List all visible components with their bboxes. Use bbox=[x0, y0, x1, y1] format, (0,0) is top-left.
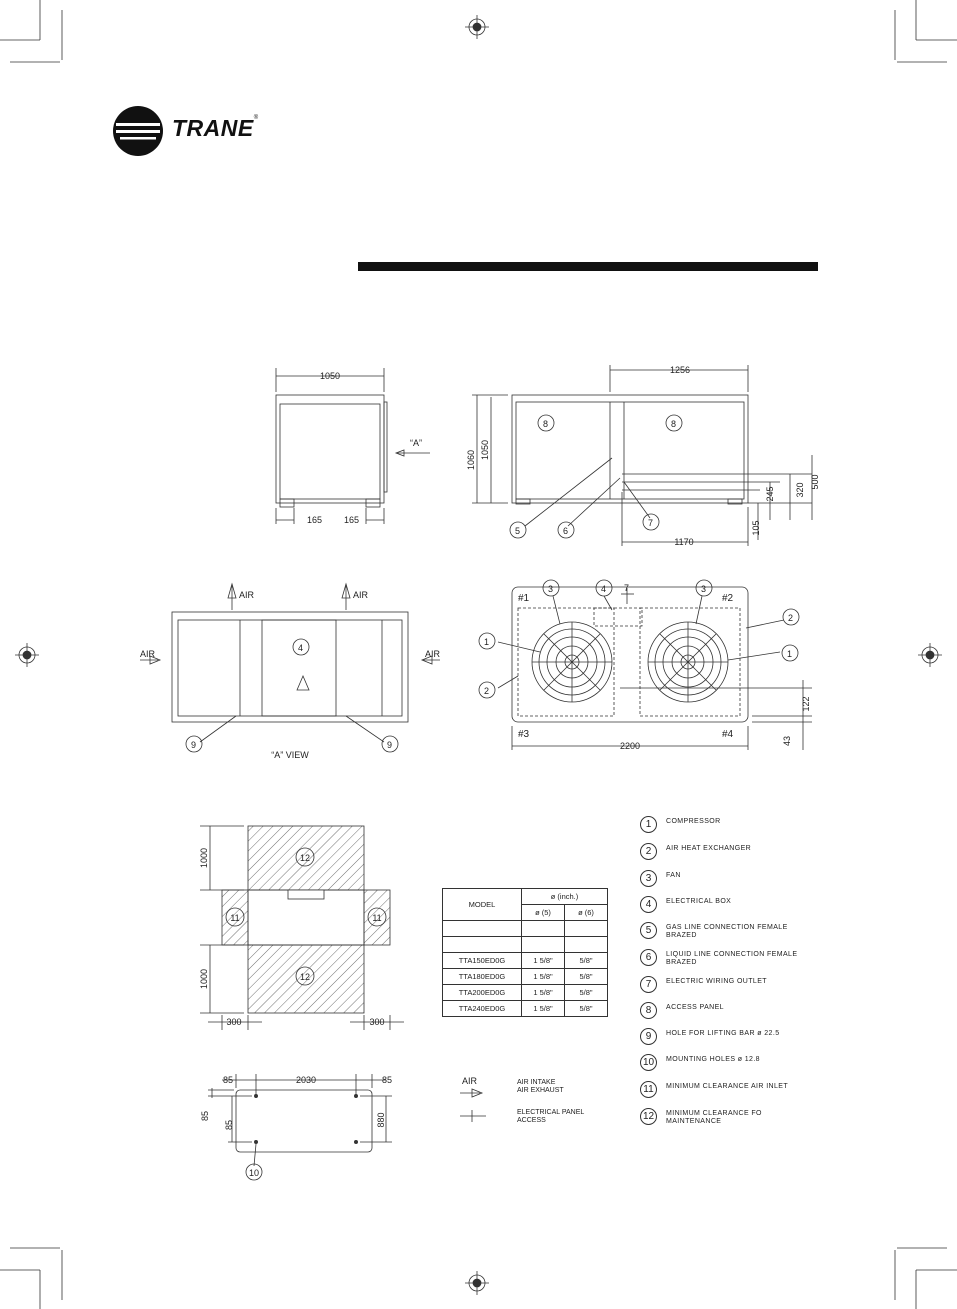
callout-7: 7 bbox=[648, 518, 654, 528]
callout-5: 5 bbox=[515, 526, 521, 536]
table-row: TTA240ED0G 1 5/8" 5/8" bbox=[443, 1001, 608, 1017]
corner-2: #2 bbox=[722, 593, 734, 604]
dim-1050: 1050 bbox=[319, 371, 341, 381]
callout-3a: 3 bbox=[548, 584, 554, 594]
legend-item: 9 HOLE FOR LIFTING BAR ø 22.5 bbox=[640, 1028, 810, 1054]
legend-item: 10 MOUNTING HOLES ø 12.8 bbox=[640, 1054, 810, 1080]
side-view bbox=[472, 365, 812, 546]
callout-1b: 1 bbox=[787, 649, 793, 659]
callout-9b: 9 bbox=[387, 740, 393, 750]
callout-9a: 9 bbox=[191, 740, 197, 750]
dim-165-left: 165 bbox=[307, 515, 323, 525]
dim-43: 43 bbox=[782, 735, 792, 747]
callout-7-top: 7 bbox=[624, 583, 630, 593]
callout-2a: 2 bbox=[788, 613, 794, 623]
th-gas: ø (5) bbox=[522, 905, 565, 921]
legend-item: 7 ELECTRIC WIRING OUTLET bbox=[640, 976, 810, 1002]
dim-245: 245 bbox=[765, 486, 775, 502]
brand-name: TRANE® bbox=[172, 115, 259, 141]
dim-300-right: 300 bbox=[369, 1017, 385, 1027]
air-label-1: AIR bbox=[239, 590, 255, 600]
table-row: TTA150ED0G 1 5/8" 5/8" bbox=[443, 953, 608, 969]
air-label-2: AIR bbox=[353, 590, 369, 600]
symbol-panel-1: ELECTRICAL PANEL bbox=[517, 1109, 585, 1116]
legend-item: 6 LIQUID LINE CONNECTION FEMALE BRAZED bbox=[640, 949, 810, 975]
callout-4: 4 bbox=[298, 643, 304, 653]
callout-12a: 12 bbox=[299, 853, 311, 863]
symbol-key bbox=[460, 1089, 486, 1122]
legend-item: 12 MINIMUM CLEARANCE FO MAINTENANCE bbox=[640, 1108, 810, 1134]
legend-item: 3 FAN bbox=[640, 870, 810, 896]
dim-105: 105 bbox=[751, 520, 761, 536]
legend-item: 4 ELECTRICAL BOX bbox=[640, 896, 810, 922]
dim-85-v1: 85 bbox=[200, 1110, 210, 1122]
dim-500: 500 bbox=[810, 474, 820, 490]
dim-1000-top: 1000 bbox=[199, 847, 209, 869]
table-row: TTA180ED0G 1 5/8" 5/8" bbox=[443, 969, 608, 985]
dim-1000-bottom: 1000 bbox=[199, 968, 209, 990]
callout-6: 6 bbox=[563, 526, 569, 536]
front-view bbox=[276, 368, 430, 524]
callout-11a: 11 bbox=[230, 913, 240, 923]
dim-122: 122 bbox=[801, 696, 811, 712]
dim-85-right: 85 bbox=[381, 1075, 393, 1085]
top-view bbox=[498, 587, 812, 750]
dim-2030: 2030 bbox=[295, 1075, 317, 1085]
dim-1256: 1256 bbox=[669, 365, 691, 375]
callout-11b: 11 bbox=[372, 913, 382, 923]
callout-10: 10 bbox=[248, 1168, 260, 1178]
table-row bbox=[443, 937, 608, 953]
a-view bbox=[140, 584, 440, 742]
corner-1: #1 bbox=[518, 593, 530, 604]
symbol-air-label: AIR bbox=[462, 1076, 478, 1086]
legend-item: 2 AIR HEAT EXCHANGER bbox=[640, 843, 810, 869]
dim-300-left: 300 bbox=[226, 1017, 242, 1027]
a-view-caption: “A” VIEW bbox=[271, 750, 309, 760]
dim-165-right: 165 bbox=[344, 515, 360, 525]
callout-8b: 8 bbox=[671, 419, 677, 429]
view-a-label: “A” bbox=[410, 438, 422, 448]
mounting-diagram bbox=[208, 1074, 392, 1166]
legend-item: 11 MINIMUM CLEARANCE AIR INLET bbox=[640, 1081, 810, 1107]
th-diameter: ø (inch.) bbox=[522, 889, 608, 905]
dim-85-v2: 85 bbox=[224, 1119, 234, 1131]
symbol-panel-2: ACCESS bbox=[517, 1117, 546, 1124]
callout-8a: 8 bbox=[543, 419, 549, 429]
table-row bbox=[443, 921, 608, 937]
dim-1060: 1060 bbox=[466, 449, 476, 471]
dim-85-left: 85 bbox=[222, 1075, 234, 1085]
symbol-air-exhaust: AIR EXHAUST bbox=[517, 1087, 564, 1094]
dim-2200: 2200 bbox=[619, 741, 641, 751]
dim-320: 320 bbox=[795, 482, 805, 498]
th-liquid: ø (6) bbox=[565, 905, 608, 921]
table-row: TTA200ED0G 1 5/8" 5/8" bbox=[443, 985, 608, 1001]
callout-4-top: 4 bbox=[601, 584, 607, 594]
air-label-3: AIR bbox=[140, 649, 156, 659]
symbol-air-intake: AIR INTAKE bbox=[517, 1079, 556, 1086]
dim-1050-h: 1050 bbox=[480, 439, 490, 461]
corner-4: #4 bbox=[722, 729, 734, 740]
callout-1a: 1 bbox=[484, 637, 490, 647]
callout-2b: 2 bbox=[484, 686, 490, 696]
th-model: MODEL bbox=[443, 889, 522, 921]
legend-item: 8 ACCESS PANEL bbox=[640, 1002, 810, 1028]
legend-item: 5 GAS LINE CONNECTION FEMALE BRAZED bbox=[640, 922, 810, 948]
air-label-4: AIR bbox=[425, 649, 441, 659]
callout-12b: 12 bbox=[299, 972, 311, 982]
corner-3: #3 bbox=[518, 729, 530, 740]
callout-3b: 3 bbox=[701, 584, 707, 594]
connection-table bbox=[442, 888, 608, 1017]
dim-1170: 1170 bbox=[674, 537, 694, 547]
legend-item: 1 COMPRESSOR bbox=[640, 816, 810, 842]
dim-880: 880 bbox=[376, 1112, 386, 1128]
